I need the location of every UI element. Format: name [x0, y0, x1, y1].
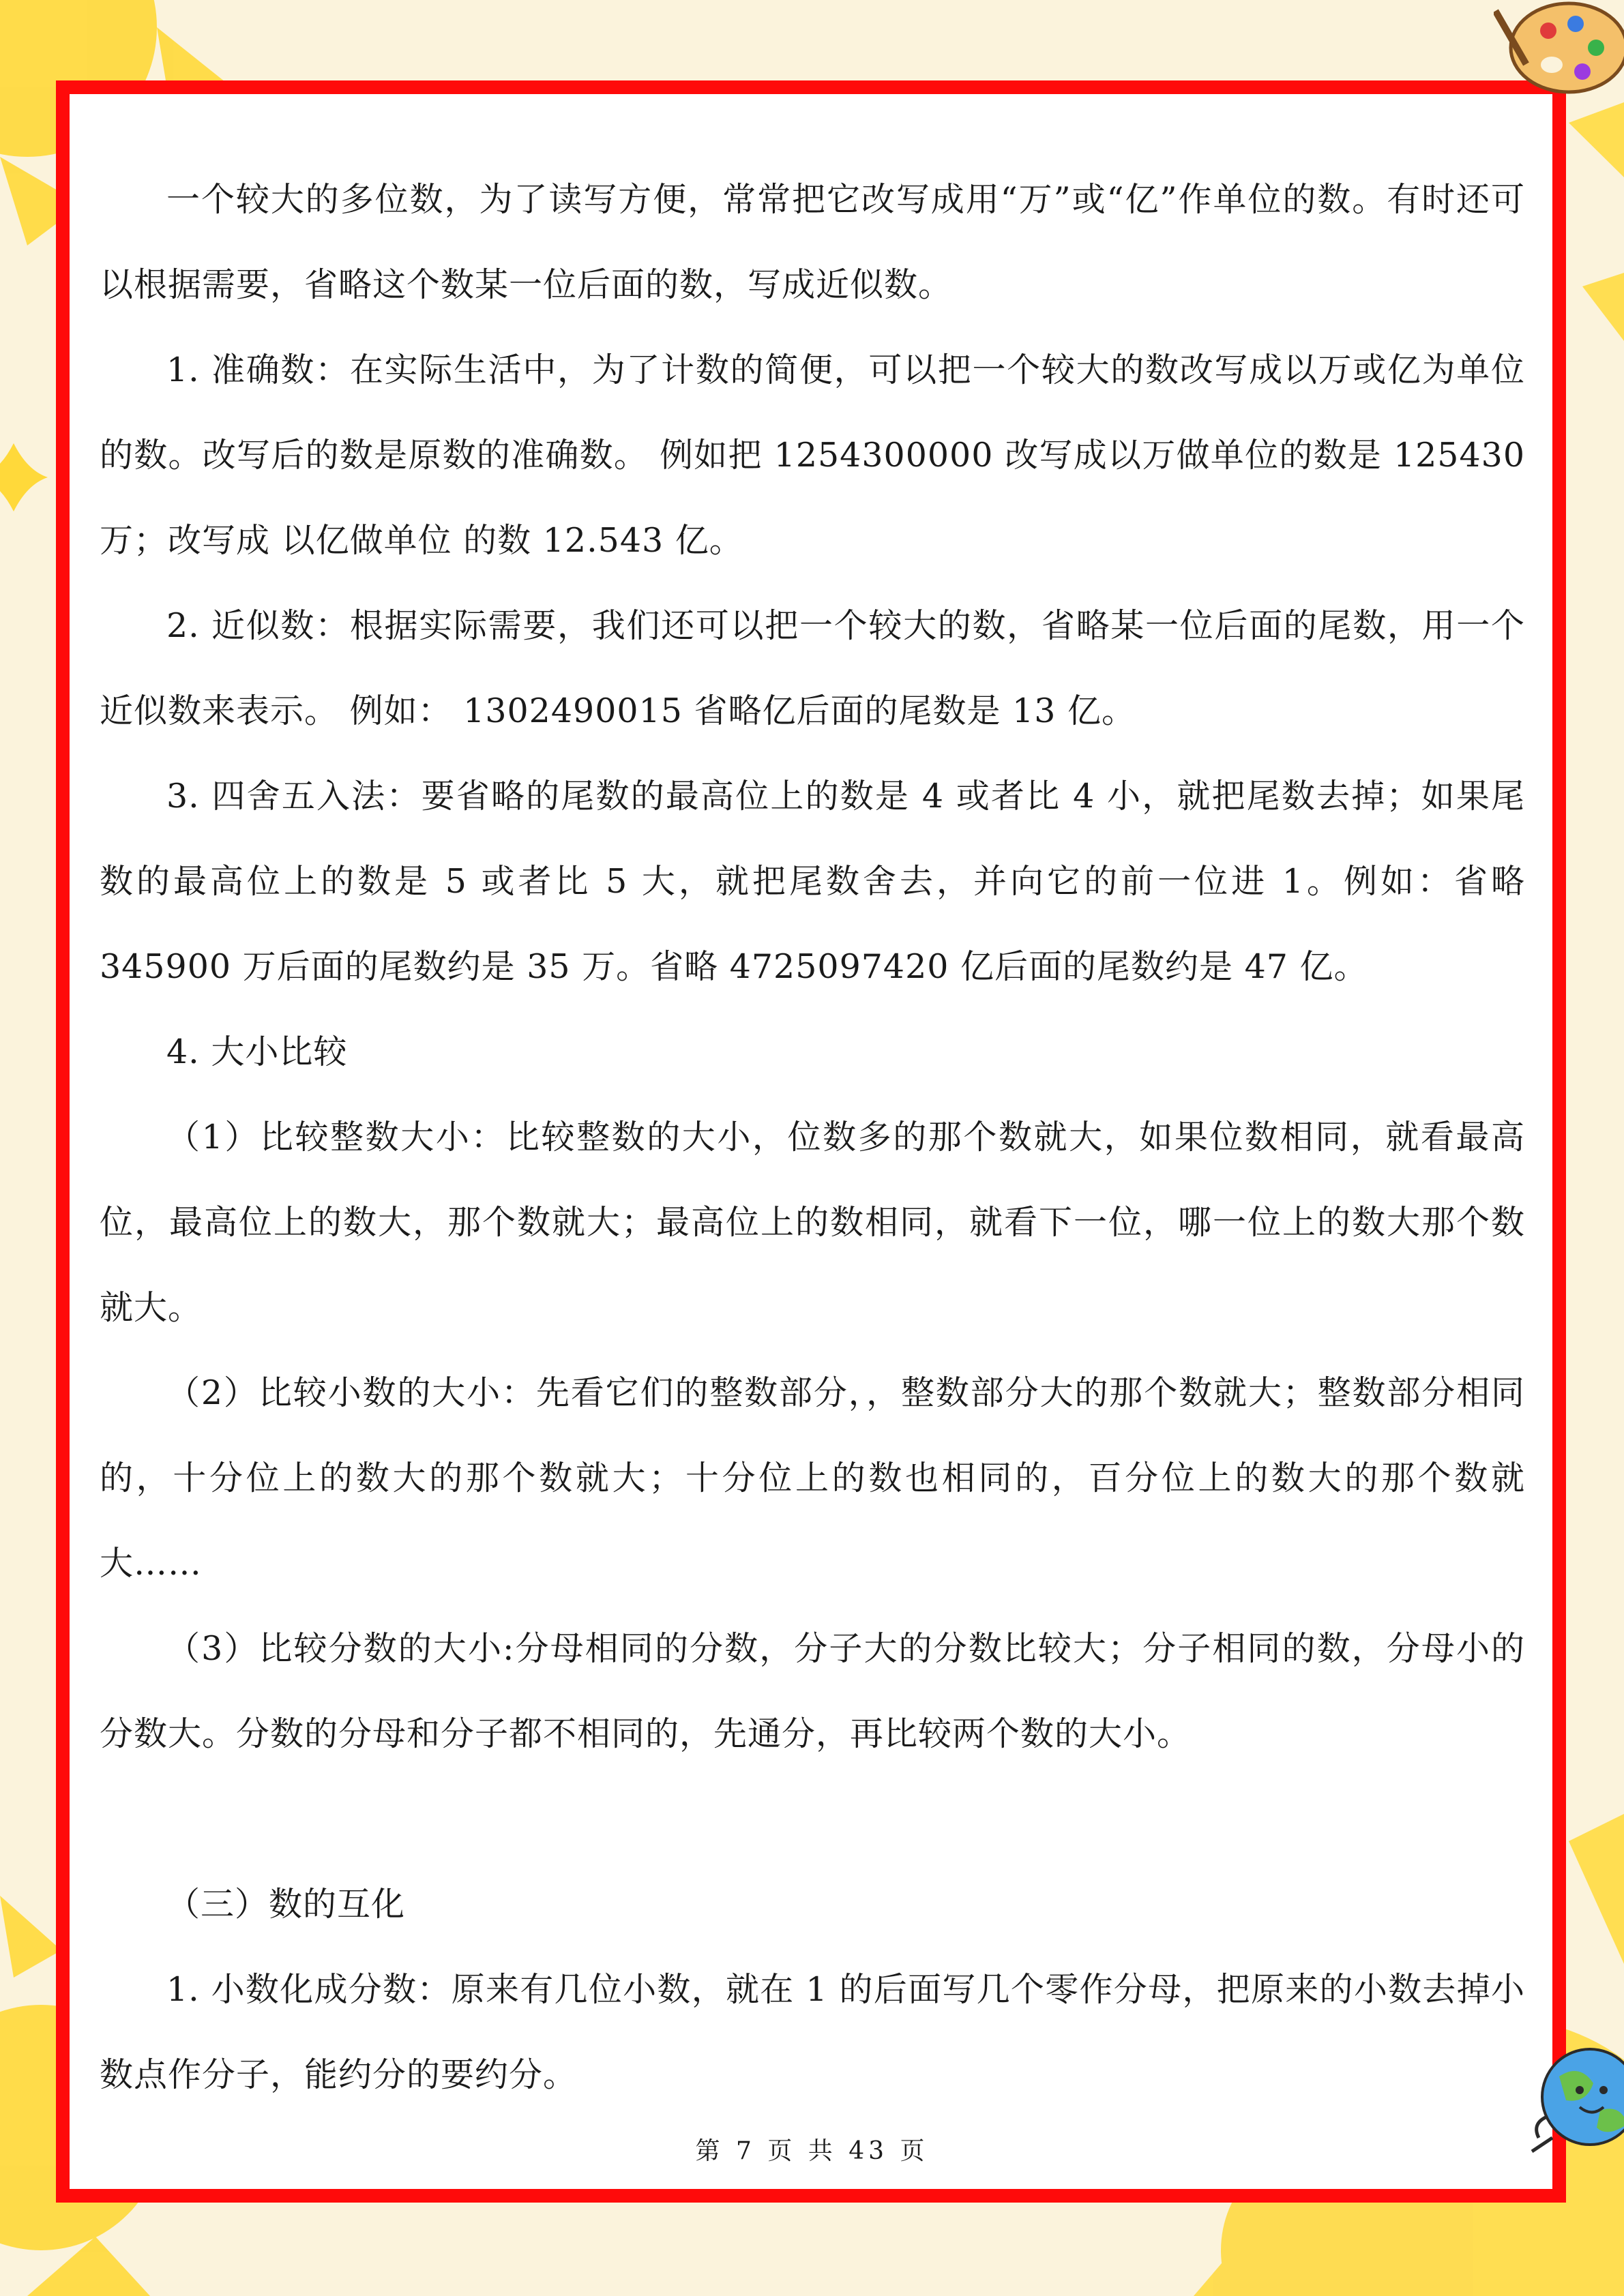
section-heading: （三）数的互化: [166, 1885, 406, 1924]
paragraph: 1. 小数化成分数：原来有几位小数，就在 1 的后面写几个零作分母，把原来的小数去掉小数点作分子，能约分的要约分。: [100, 1970, 1525, 2094]
paragraph: 1. 准确数：在实际生活中，为了计数的简便，可以把一个较大的数改写成以万或亿为单位的数。改写后的数是原数的准确数。 例如把 1254300000 改写成以万做单位的数是 125430 万；改写成 以亿做单位 的数 12.543 亿。: [100, 351, 1525, 560]
palette-icon: [1494, 0, 1624, 109]
paragraph: 2. 近似数：根据实际需要，我们还可以把一个较大的数，省略某一位后面的尾数，用一个近似数来表示。 例如： 1302490015 省略亿后面的尾数是 13 亿。: [100, 606, 1525, 730]
blank-line: [100, 1776, 1525, 1862]
paragraph: 3. 四舍五入法：要省略的尾数的最高位上的数是 4 或者比 4 小，就把尾数去掉；如果尾数的最高位上的数是 5 或者比 5 大，就把尾数舍去，并向它的前一位进 1。例如：省略 345900 万后面的尾数约是 35 万。省略 4725097420 亿后面的尾数约是 47 亿。: [100, 777, 1525, 986]
paragraph: （1）比较整数大小：比较整数的大小，位数多的那个数就大，如果位数相同，就看最高位，最高位上的数大，那个数就大；最高位上的数相同，就看下一位，哪一位上的数大那个数就大。: [100, 1118, 1525, 1327]
paragraph: （2）比较小数的大小：先看它们的整数部分，，整数部分大的那个数就大；整数部分相同的，十分位上的数大的那个数就大；十分位上的数也相同的，百分位上的数大的那个数就大……: [100, 1373, 1525, 1583]
page-number: 第 7 页 共 43 页: [695, 2137, 929, 2165]
document-body: [100, 157, 1525, 2117]
globe-character-icon: [1525, 2036, 1624, 2172]
paragraph: 一个较大的多位数，为了读写方便，常常把它改写成用“万”或“亿”作单位的数。有时还可以根据需要，省略这个数某一位后面的数，写成近似数。: [100, 180, 1525, 304]
paragraph: （3）比较分数的大小:分母相同的分数，分子大的分数比较大；分子相同的数，分母小的分数大。分数的分母和分子都不相同的，先通分，再比较两个数的大小。: [100, 1629, 1525, 1753]
section-heading: 4. 大小比较: [166, 1032, 348, 1071]
